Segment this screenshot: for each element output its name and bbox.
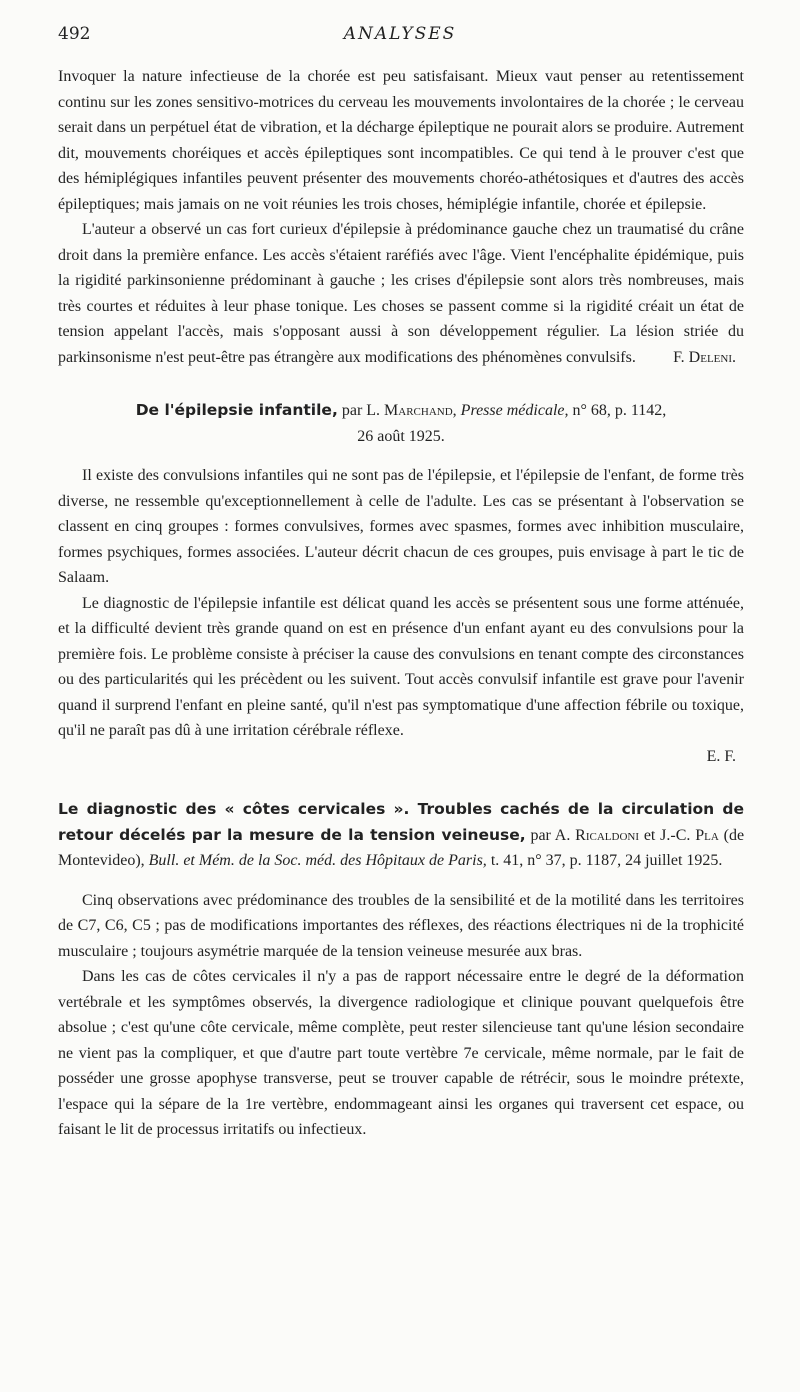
paragraph [58, 217, 744, 370]
author-place: (de Montevideo), [58, 826, 745, 869]
running-title: ANALYSES [343, 24, 457, 44]
article-heading [58, 398, 744, 449]
signature: E. F. [706, 747, 736, 765]
paragraph-text: L'auteur a observé un cas fort curieux d'épilepsie à prédominance gauche chez un traumatisé du crâne droit dans la première enfance. Les accès s'étaient raréfiés avec l'âge. Vient l'encéphalite épidémique, puis la rigidité parkinsonienne prédominant à gauche ; les crises d'épilepsie sont alors très nombreuses, mais très courtes et réduites à leur phase tonique. Les choses se passent comme si la rigidité créait un état de tension appelant l'accès, mais s'opposant aussi à son développement régulier. La lésion striée du parkinsonisme n'est peut-être pas étrangère aux modifications des phénomènes convulsifs. [58, 221, 744, 366]
author-name: Pla [695, 826, 719, 844]
journal-name: Presse médicale, [460, 402, 569, 419]
article-title: De l'épilepsie infantile, [135, 401, 338, 419]
conjunction: et J.-C. [643, 826, 691, 844]
author-name: Ricaldoni [575, 826, 640, 844]
article-heading [58, 797, 744, 874]
paragraph: Invoquer la nature infectieuse de la chorée est peu satisfaisant. Mieux vaut penser au retentissement continu sur les zones sensitivo-motrices du cerveau les mouvements involontaires de la chorée ; le cerveau serait dans un perpétuel état de vibration, et la décharge épileptique ne pourait alors se produire. Autrement dit, mouvements choréiques et accès épileptiques sont incompatibles. Ce qui tend à le prouver c'est que des hémiplégiques infantiles peuvent présenter des mouvements choréo-athétosiques et d'autres des accès épileptiques; mais jamais on ne voit réunies les trois choses, hémiplégie infantile, chorée et épilepsie. [58, 68, 744, 213]
article-body [58, 64, 744, 1143]
citation-ref: n° 68, p. 1142, 26 août 1925. [357, 402, 667, 445]
paragraph: Le diagnostic de l'épilepsie infantile est délicat quand les accès se présentent sous une forme atténuée, et la difficulté devient très grande quand on est en présence d'un enfant ayant eu des convulsions pour la première fois. Le problème consiste à préciser la cause des convulsions en tenant compte des circonstances ou des particularités qui les précèdent ou les suivent. Tout accès convulsif infantile est grave pour l'avenir quand il surprend l'enfant en pleine santé, qu'il n'est pas symptomatique d'une affection fébrile ou toxique, qu'il ne paraît pas dû à une irritation cérébrale réflexe. [58, 594, 744, 739]
author-name: Marchand, [384, 402, 457, 419]
byline: par L. [341, 402, 381, 419]
paragraph: Dans les cas de côtes cervicales il n'y a pas de rapport nécessaire entre le degré de la déformation vertébrale et les symptômes observés, la divergence radiologique et clinique pouvant quelquefois être absolue ; c'est qu'une côte cervicale, même complète, peut rester silencieuse tant qu'une lésion secondaire ne vient pas la compliquer, et que d'autre part toute vertèbre 7e cervicale, même normale, par le fait de posséder une grosse apophyse transverse, peut se trouver capable de rétrécir, sous le moindre prétexte, l'espace qui la sépare de la 1re vertèbre, endommageant ainsi les organes qui traversent cet espace, ou faisant le lit de processus irritatifs ou infectieux. [58, 968, 744, 1138]
journal-name: Bull. et Mém. de la Soc. méd. des Hôpitaux de Paris, [148, 852, 487, 869]
signature: F. Deleni. [673, 348, 736, 366]
citation-ref: t. 41, n° 37, p. 1187, 24 juillet 1925. [490, 852, 723, 869]
page-number: 492 [58, 24, 91, 44]
paragraph: Il existe des convulsions infantiles qui ne sont pas de l'épilepsie, et l'épilepsie de l'enfant, de forme très diverse, ne ressemble qu'exceptionnellement à celle de l'adulte. Les cas se présentant à l'observation se classent en cinq groupes : formes convulsives, formes avec spasmes, formes avec inhibition musculaire, formes psychiques, formes associées. L'auteur décrit chacun de ces groupes, puis envisage à part le tic de Salaam. [58, 467, 744, 586]
paragraph: Cinq observations avec prédominance des troubles de la sensibilité et de la motilité dans les territoires de C7, C6, C5 ; pas de modifications importantes des réflexes, des réactions électriques ni de la trophicité musculaire ; toujours asymétrie marquée de la tension veineuse mesurée aux bras. [58, 891, 744, 960]
article-title: Le diagnostic des « côtes cervicales ». Troubles cachés de la circulation de retour décelés par la mesure de la tension veineuse, [58, 800, 744, 844]
byline: par A. [530, 826, 571, 844]
